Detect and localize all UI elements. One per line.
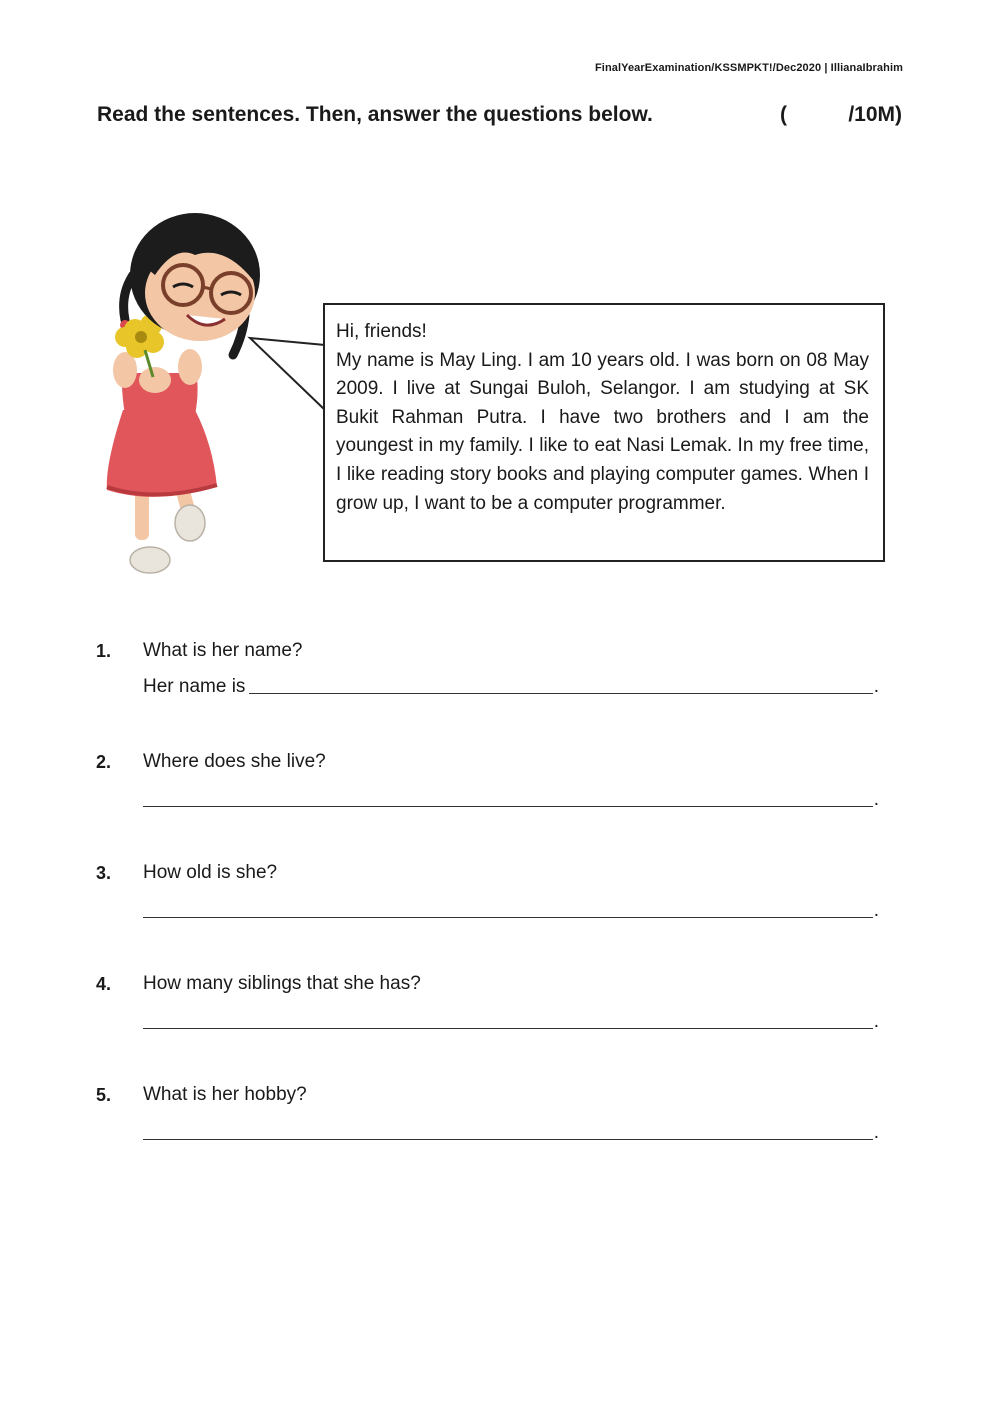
question-number: 2. — [96, 752, 112, 772]
question-number: 4. — [96, 974, 112, 994]
answer-period: . — [873, 789, 879, 810]
marks-open: ( — [780, 103, 787, 126]
answer-blank[interactable] — [143, 806, 873, 807]
question-text: Where does she live? — [143, 751, 326, 772]
exam-reference: FinalYearExamination/KSSMPKT!/Dec2020 | IllianaIbrahim — [594, 62, 903, 74]
speech-bubble-tail — [245, 330, 335, 420]
answer-blank[interactable] — [249, 693, 872, 694]
answer-line[interactable] — [143, 1120, 879, 1144]
question-number: 3. — [96, 863, 112, 883]
answer-blank[interactable] — [143, 1028, 873, 1029]
answer-line[interactable] — [143, 1009, 879, 1033]
answer-line[interactable] — [143, 787, 879, 811]
question-number: 1. — [96, 641, 112, 661]
answer-blank[interactable] — [143, 917, 873, 918]
answer-prefix: Her name is — [143, 676, 246, 697]
question-text: What is her name? — [143, 640, 303, 661]
marks-box — [780, 103, 902, 127]
marks-total: /10M) — [848, 103, 902, 126]
answer-blank[interactable] — [143, 1139, 873, 1140]
bubble-body: My name is May Ling. I am 10 years old. I was born on 08 May 2009. I live at Sungai Buloh, Selangor. I am studying at SK Bukit Rahman Putra. I have two brothers and I am the youngest in my family. I like to eat Nasi Lemak. In my free time, I like reading story books and playing computer games. When I grow up, I want to be a computer programmer. — [336, 349, 869, 514]
answer-line[interactable] — [143, 898, 879, 922]
answer-line[interactable] — [143, 674, 879, 698]
answer-period: . — [873, 676, 879, 697]
answer-period: . — [873, 1011, 879, 1032]
answer-period: . — [873, 900, 879, 921]
bubble-greeting: Hi, friends! — [336, 321, 427, 342]
answer-period: . — [873, 1122, 879, 1143]
question-text: How old is she? — [143, 862, 278, 883]
question-text: How many siblings that she has? — [143, 973, 421, 994]
question-number: 5. — [96, 1085, 112, 1105]
instruction-heading: Read the sentences. Then, answer the questions below. — [97, 103, 653, 126]
question-text: What is her hobby? — [143, 1084, 307, 1105]
speech-bubble — [323, 303, 885, 562]
